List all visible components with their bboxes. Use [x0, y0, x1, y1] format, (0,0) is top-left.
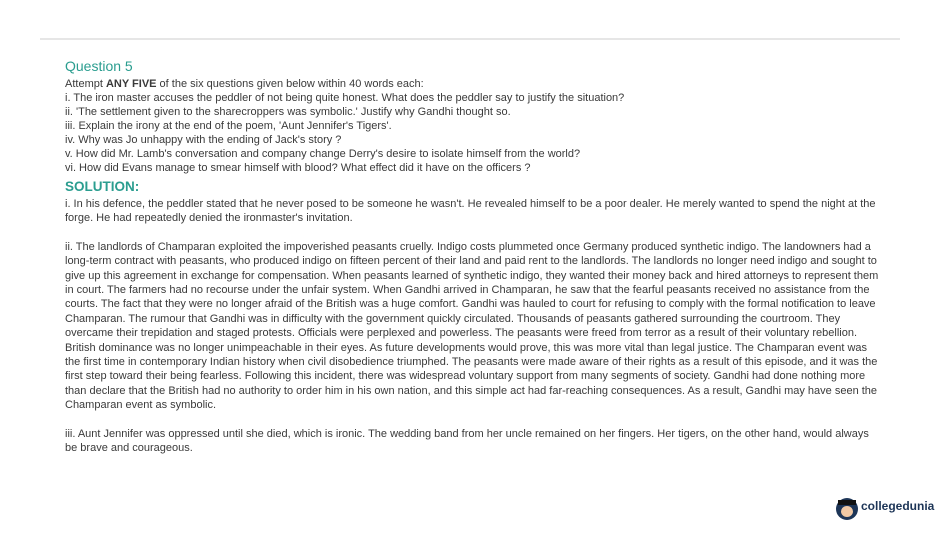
question-content: [65, 57, 880, 456]
question-item: v. How did Mr. Lamb's conversation and company change Derry's desire to isolate himself from the world?: [65, 148, 581, 160]
solution-paragraph: i. In his defence, the peddler stated that he never posed to be someone he wasn't. He revealed himself to be a poor dealer. He merely wanted to spend the night at the forge. He had repeatedly denied the ironmaster's invitation.: [65, 198, 876, 225]
solution-paragraph: ii. The landlords of Champaran exploited the impoverished peasants cruelly. Indigo costs plummeted once Germany produced synthetic indigo. The landowners had a long-term contract with peasants, who produced indigo on fifteen percent of their land and paid rent to the landlords. The landlords no longer need indigo and sought to give up this agreement in exchange for compensation. When peasants learned of synthetic indigo, they wanted their money back and hired attorneys to represent them in court. The farmers had no recourse under the unfair system. When Gandhi arrived in Champaran, he saw that the fearful peasants received no assistance from the courts. The fact that they were no longer afraid of the British was a huge comfort. Gandhi was hauled to court for refusing to comply with the formal notification to leave Champaran. The rumour that Gandhi was in difficulty with the government quickly circulated. Thousands of peasants gathered surrounding the courtroom. They overcame their trepidation and staged protests. Officials were perplexed and powerless. The peasants were freed from terror as a result of their voluntary rebellion. British dominance was no longer unimpeachable in their eyes. As future developments would prove, this was more vital than legal justice. The Champaran event was the first time in contemporary Indian history when civil disobedience triumphed. The peasants were made aware of their rights as a result of this episode, and it was the first step toward their being fearless. Following this incident, there was widespread voluntary support from many segments of society. Gandhi had done nothing more than declare that the British had no authority to order him in his own nation, and this simple act had far-reaching consequences. As a result, Gandhi may have seen the Champaran event as symbolic.: [65, 240, 879, 412]
solution-heading: SOLUTION:: [65, 179, 140, 194]
question-item: ii. 'The settlement given to the sharecroppers was symbolic.' Justify why Gandhi thought so.: [65, 106, 511, 118]
graduate-mascot-icon: [836, 498, 858, 520]
question-item: iii. Explain the irony at the end of the poem, 'Aunt Jennifer's Tigers'.: [65, 120, 392, 132]
question-item: vi. How did Evans manage to smear himself with blood? What effect did it have on the officers ?: [65, 162, 531, 174]
question-title: Question 5: [65, 58, 133, 74]
top-divider: [40, 38, 900, 40]
instruction-emphasis: ANY FIVE: [105, 78, 157, 90]
solution-paragraph: iii. Aunt Jennifer was oppressed until she died, which is ironic. The wedding band from her uncle remained on her fingers. Her tigers, on the other hand, would always be brave and courageous.: [65, 427, 869, 455]
collegedunia-logo: [836, 496, 936, 524]
question-item: iv. Why was Jo unhappy with the ending of Jack's story ?: [65, 134, 342, 146]
question-instruction: Attempt ANY FIVE of the six questions given below within 40 words each:: [65, 78, 424, 90]
logo-wordmark: collegedunia: [861, 499, 935, 513]
question-item: i. The iron master accuses the peddler of not being quite honest. What does the peddler say to justify the situation?: [65, 92, 625, 104]
